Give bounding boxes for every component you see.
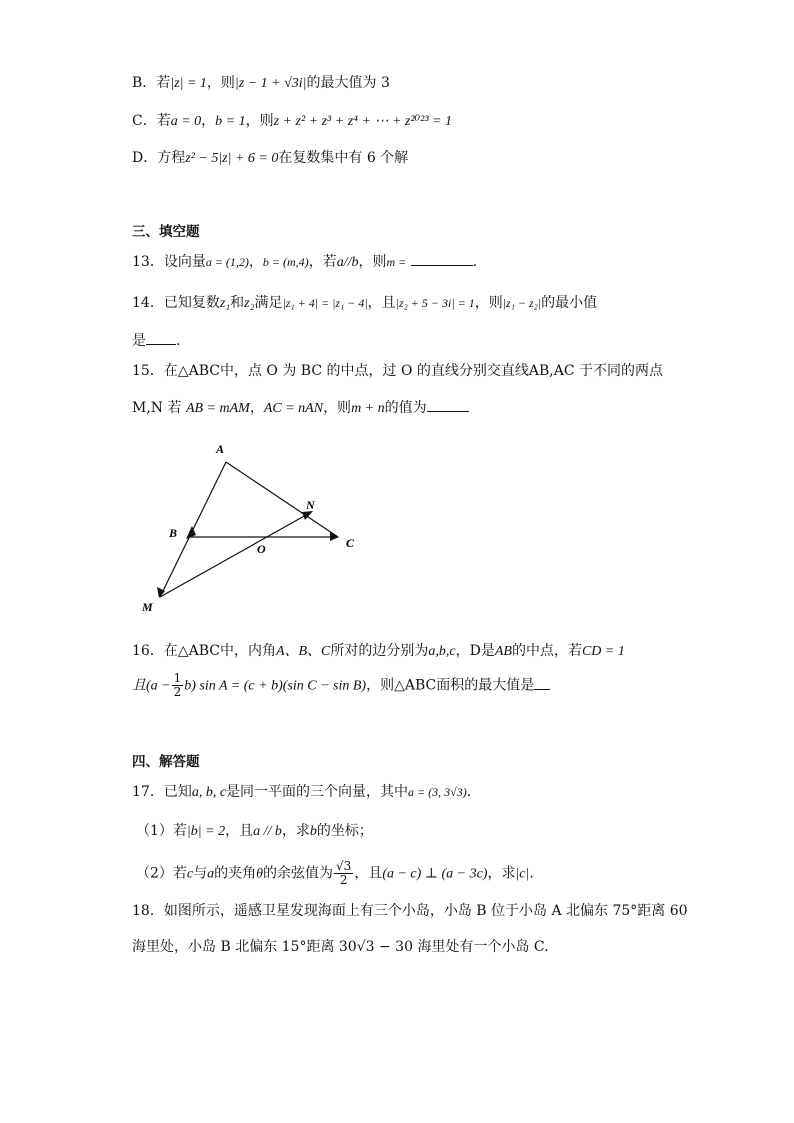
arrow-c [330, 532, 339, 541]
q14-answer-blank [146, 332, 176, 345]
line-a-c [226, 462, 338, 537]
option-d-suffix: 在复数集中有 6 个解 [278, 150, 409, 166]
q16-line1a: 16．在△ABC中，内角 [132, 643, 276, 659]
q17-p2b: 的夹角 [214, 865, 257, 882]
q13-end: . [472, 254, 478, 270]
q15-tail: 的值为 [384, 400, 427, 416]
q17-frac-den: 2 [339, 873, 348, 887]
q13-answer-blank [411, 253, 473, 266]
question-14 [132, 292, 597, 312]
q16-frac-num: 1 [173, 671, 182, 685]
q16-fraction [172, 672, 184, 699]
question-16-line2 [132, 672, 550, 699]
q14-num: 14．已知复数 [132, 295, 220, 311]
q14-z2: z₂ [244, 296, 255, 311]
q17-p2a: （2）若 [136, 865, 187, 882]
q17-p1d: 的坐标； [316, 823, 373, 839]
q17-p2-a: a [207, 866, 215, 882]
q16-cd: CD = 1 [581, 644, 625, 659]
q13-m: m = [386, 255, 407, 269]
q13-then: ，则 [358, 254, 387, 270]
question-15-line1: 15．在△ABC中，点 O 为 BC 的中点，过 O 的直线分别交直线AB,AC 于不同的两点 [132, 363, 663, 379]
triangle-figure [130, 435, 370, 620]
q14-tail: 的最小值 [541, 295, 598, 311]
q16-ab: AB [494, 644, 512, 659]
label-b: B [169, 526, 178, 540]
q16-line2a: 且(a − [132, 678, 171, 694]
option-b-expr: |z − 1 + √3i| [234, 76, 307, 91]
q15-comma: ， [249, 400, 264, 416]
q17-p1-b: b [309, 824, 317, 839]
option-b-abs-z: |z| = 1 [170, 76, 207, 91]
q14-and2: ，且 [367, 295, 396, 311]
option-b-mid: ，则 [206, 75, 235, 91]
question-16-line1 [132, 640, 625, 660]
q17-p2-abs: |c| [515, 866, 530, 882]
question-18-line2: 海里处，小岛 B 北偏东 15°距离 30√3 − 30 海里处有一个小岛 C. [132, 939, 549, 955]
option-c-a0: a = 0 [170, 114, 202, 129]
q17-fraction [334, 860, 353, 887]
q16-line1d: 的中点，若 [511, 643, 582, 659]
line-m-n [160, 515, 306, 597]
q17-p1c: ，求 [281, 823, 310, 839]
section-3-title: 三、填空题 [132, 224, 200, 240]
label-c: C [346, 536, 355, 550]
q13-b: b = (m,4) [262, 255, 309, 269]
q13-cond: a//b [336, 255, 359, 270]
q17-line1a: 17．已知 [132, 784, 192, 800]
q17-p2e: ，求 [487, 865, 516, 882]
q14-eq2: |z₂ + 5 − 3i| = 1 [395, 296, 475, 310]
question-15-line2 [132, 397, 469, 417]
q17-vecs: a, b, c [191, 785, 227, 800]
option-d [132, 147, 408, 167]
q15-line2-a: M,N 若 [132, 400, 182, 416]
q14-line2: 是 [132, 333, 146, 349]
q13-num: 13．设向量 [132, 254, 206, 270]
option-c [132, 110, 452, 130]
q17-p2-theta: θ [256, 866, 264, 882]
q17-p2-perp: (a − c) ⊥ (a − 3c) [382, 866, 488, 882]
q16-sides: a,b,c [428, 644, 456, 659]
q13-mid: ，若 [308, 254, 337, 270]
q16-line1c: ，D是 [455, 643, 495, 659]
option-b [132, 72, 390, 92]
q17-p1-abs: |b| = 2 [186, 824, 226, 839]
q14-end: . [176, 333, 181, 349]
option-b-prefix: B．若 [132, 75, 171, 91]
q13-a: a = (1,2) [205, 255, 249, 269]
q15-then: ，则 [323, 400, 352, 416]
q15-answer-blank [427, 399, 469, 412]
q17-p1-par: a // b [253, 824, 282, 839]
q14-expr: |z₁ − z₂| [502, 296, 542, 310]
q14-z1: z₁ [219, 296, 231, 311]
q17-p2c: 的余弦值为 [263, 865, 334, 882]
q15-eq2: AC = nAN [263, 401, 324, 416]
q17-p2-c: c [186, 866, 194, 882]
question-13 [132, 251, 477, 271]
q14-sat: 满足 [254, 295, 283, 311]
q17-p1a: （1）若 [136, 823, 187, 839]
option-c-sep: ， [201, 113, 216, 129]
label-a: A [216, 442, 225, 456]
option-b-suffix: 的最大值为 3 [306, 75, 390, 91]
option-c-prefix: C．若 [132, 113, 171, 129]
q16-angles: A、B、C [275, 644, 331, 659]
label-n: N [306, 498, 315, 512]
q16-answer-blank [534, 677, 550, 690]
option-d-expr: z² − 5|z| + 6 = 0 [185, 151, 279, 166]
q16-line2b: b) sin A = (c + b)(sin C − sin B) [184, 678, 367, 694]
q17-p1b: ，且 [225, 823, 254, 839]
q15-eq1: AB = mAM [185, 401, 250, 416]
question-17-part2 [136, 860, 534, 887]
q14-then: ，则 [474, 295, 503, 311]
q17-line1b: 是同一平面的三个向量，其中 [226, 784, 409, 800]
section-4-title: 四、解答题 [132, 754, 200, 770]
option-c-expr: z + z² + z³ + z⁴ + ⋯ + z²⁰²³ = 1 [273, 114, 453, 129]
label-m: M [142, 600, 153, 614]
q17-p2f: . [529, 865, 534, 882]
label-o: O [257, 542, 266, 556]
q17-p2d: ，且 [354, 865, 383, 882]
q14-and: 和 [230, 295, 245, 311]
q13-sep: ， [248, 254, 263, 270]
question-17-part1 [136, 820, 373, 840]
q17-end: . [466, 784, 472, 800]
question-18-line1: 18．如图所示，遥感卫星发现海面上有三个小岛，小岛 B 位于小岛 A 北偏东 75°距离 60 [132, 903, 688, 919]
q17-frac-num: √3 [336, 859, 352, 873]
q16-line1b: 所对的边分别为 [330, 643, 429, 659]
q15-expr: m + n [351, 401, 385, 416]
question-17-line1 [132, 781, 471, 801]
option-d-prefix: D．方程 [132, 150, 186, 166]
option-c-mid: ，则 [245, 113, 274, 129]
q14-eq1: |z₁ + 4| = |z₁ − 4| [282, 296, 368, 310]
q17-p2-with: 与 [193, 865, 208, 882]
q16-frac-den: 2 [173, 685, 182, 699]
q17-a-val: a = (3, 3√3) [408, 785, 467, 799]
option-c-b1: b = 1 [215, 114, 246, 129]
question-14-line2 [132, 330, 180, 350]
q16-line2c: ，则△ABC面积的最大值是 [366, 677, 535, 694]
